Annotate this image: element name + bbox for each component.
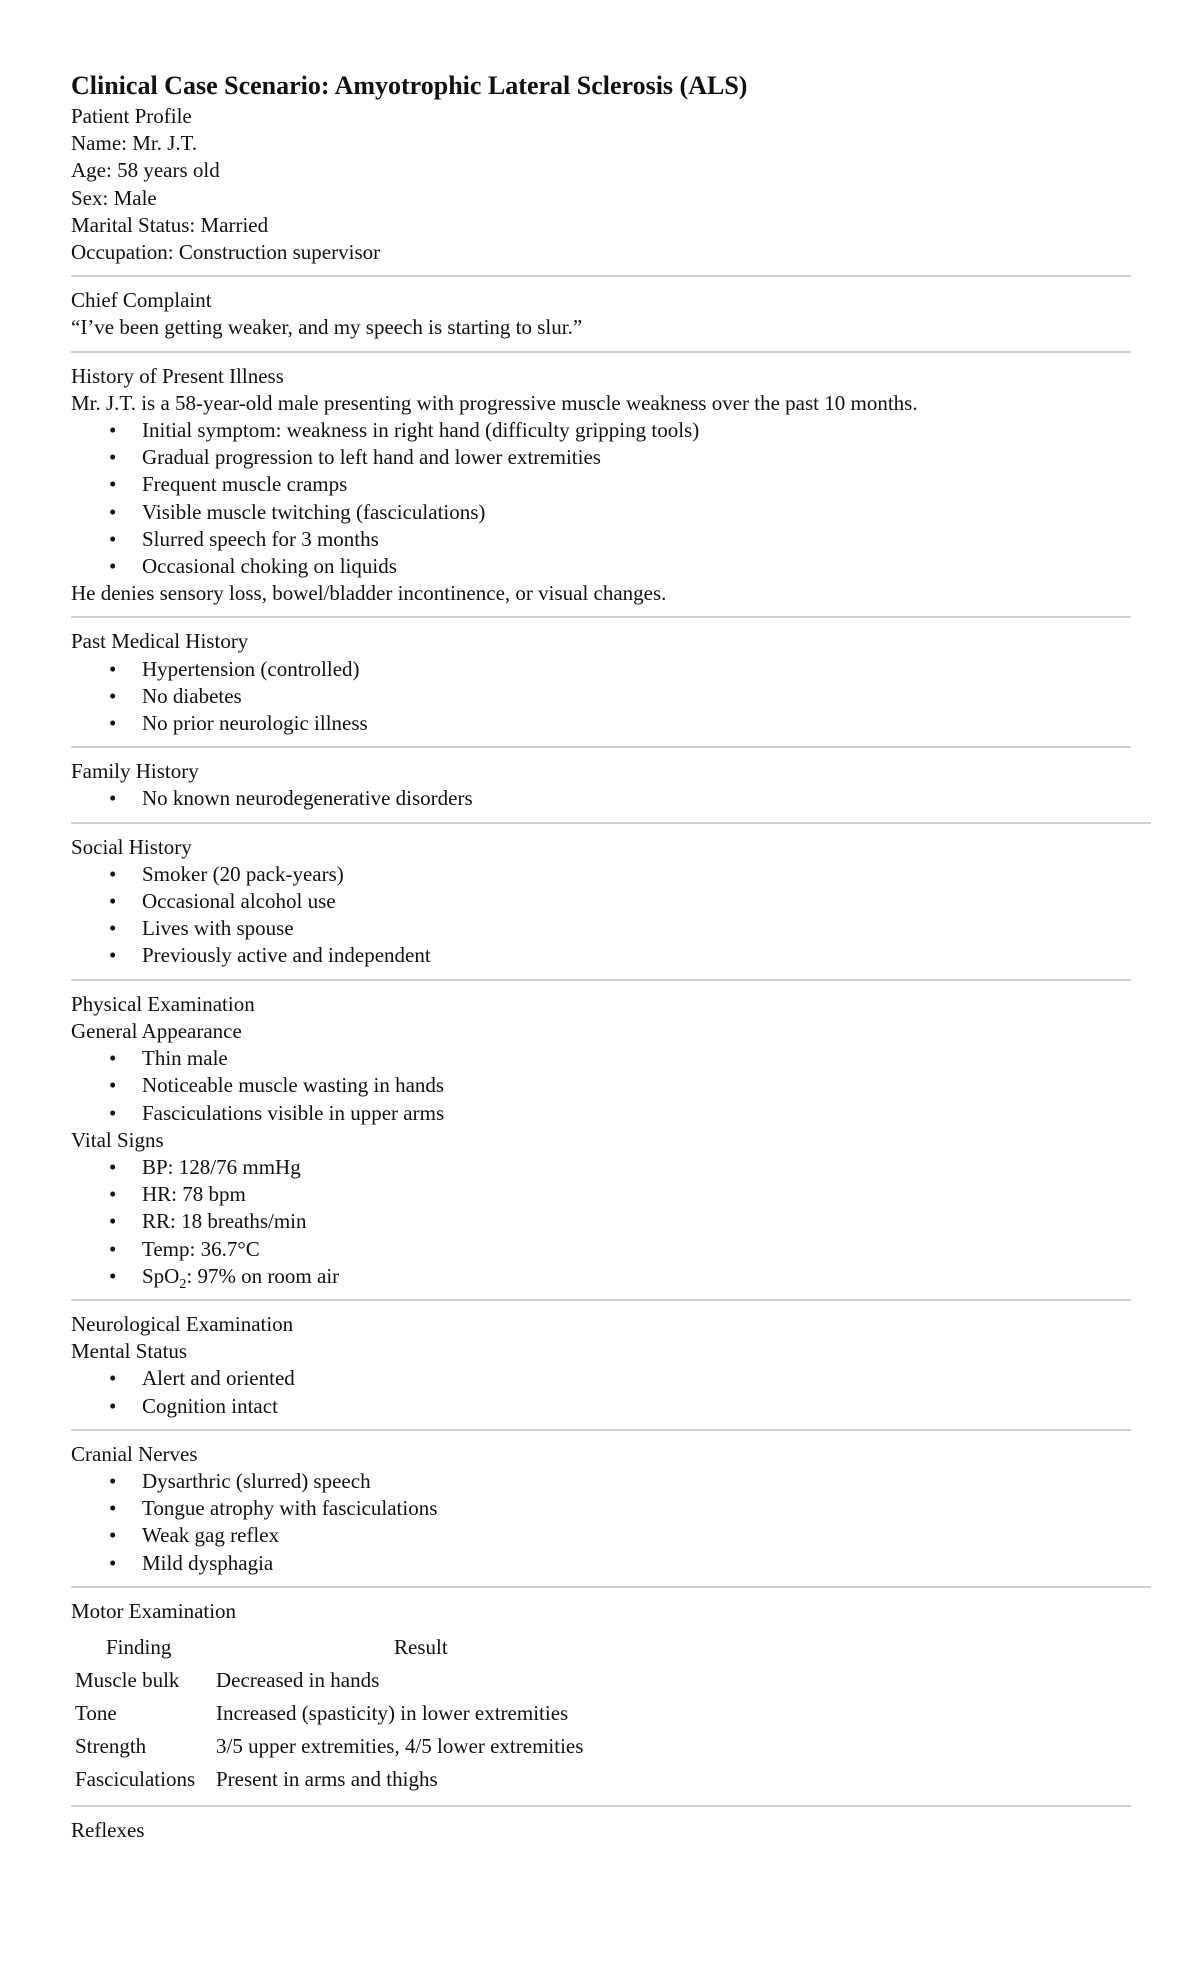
hpi-list [71,417,1131,580]
profile-age: Age: 58 years old [71,158,220,183]
table-row [75,1763,583,1796]
profile-marital-status: Marital Status: Married [71,212,269,237]
cell-result: Increased (spasticity) in lower extremities [216,1700,569,1725]
hpi-intro: Mr. J.T. is a 58-year-old male presenting with progressive muscle weakness over the past 10 months. [71,390,918,415]
pmh-heading: Past Medical History [71,629,249,654]
section-divider [71,275,1131,277]
section-divider [71,1299,1131,1301]
list-item: • Hypertension (controlled) [71,656,1131,683]
motor-exam-table [75,1631,583,1796]
section-divider [71,616,1131,618]
spo2-value: : 97% on room air [186,1263,340,1288]
section-divider [71,979,1131,981]
section-divider [71,822,1151,824]
physical-exam-heading: Physical Examination [71,991,255,1016]
spo2-prefix: SpO [142,1263,180,1288]
profile-name: Name: Mr. J.T. [71,131,198,156]
list-item: • Smoker (20 pack-years) [71,861,1131,888]
table-row [75,1730,583,1763]
list-item: • Previously active and independent [71,942,1131,969]
list-item: • Initial symptom: weakness in right hand (difficulty gripping tools) [71,417,1131,444]
document-page [71,70,1131,1844]
profile-occupation: Occupation: Construction supervisor [71,240,381,265]
section-divider [71,746,1131,748]
list-item: • Occasional alcohol use [71,888,1131,915]
list-item: • Slurred speech for 3 months [71,526,1131,553]
list-item-spo2 [71,1263,1131,1290]
section-divider [71,351,1131,353]
list-item: • Occasional choking on liquids [71,553,1131,580]
list-item: • Gradual progression to left hand and lower extremities [71,444,1131,471]
mental-status-heading: Mental Status [71,1339,188,1364]
neuro-exam-heading: Neurological Examination [71,1311,294,1336]
general-appearance-list [71,1045,1131,1127]
list-item: • Tongue atrophy with fasciculations [71,1495,1131,1522]
list-item: • Alert and oriented [71,1365,1131,1392]
list-item: • No diabetes [71,683,1131,710]
table-header-row [75,1631,583,1664]
table-row [75,1697,583,1730]
cranial-nerves-heading: Cranial Nerves [71,1441,198,1466]
cell-result: 3/5 upper extremities, 4/5 lower extremities [216,1733,584,1758]
hpi-outro: He denies sensory loss, bowel/bladder incontinence, or visual changes. [71,581,667,606]
family-history-list [71,785,1131,812]
profile-heading: Patient Profile [71,104,192,128]
cell-finding: Fasciculations [75,1766,196,1791]
column-header-result: Result [394,1634,448,1659]
list-item: • Mild dysphagia [71,1550,1131,1577]
reflexes-heading: Reflexes [71,1817,145,1842]
cell-finding: Strength [75,1733,147,1758]
list-item: • Dysarthric (slurred) speech [71,1468,1131,1495]
vital-signs-heading: Vital Signs [71,1127,164,1152]
list-item: • Noticeable muscle wasting in hands [71,1072,1131,1099]
social-history-heading: Social History [71,834,192,859]
general-appearance-heading: General Appearance [71,1018,242,1043]
cranial-nerves-list [71,1468,1131,1577]
hpi-heading: History of Present Illness [71,363,284,388]
list-item: • Weak gag reflex [71,1522,1131,1549]
cell-result: Present in arms and thighs [216,1766,438,1791]
page-title: Clinical Case Scenario: Amyotrophic Lateral Sclerosis (ALS) [71,71,748,100]
cell-finding: Tone [75,1700,117,1725]
pmh-list [71,656,1131,738]
family-history-heading: Family History [71,759,199,784]
section-divider [71,1586,1151,1588]
list-item: • BP: 128/76 mmHg [71,1154,1131,1181]
spo2-subscript: 2 [179,1276,187,1292]
list-item: • HR: 78 bpm [71,1181,1131,1208]
list-item: • Cognition intact [71,1393,1131,1420]
list-item: • Fasciculations visible in upper arms [71,1100,1131,1127]
list-item: • No known neurodegenerative disorders [71,785,1131,812]
profile-sex: Sex: Male [71,185,157,210]
list-item: • Visible muscle twitching (fasciculations) [71,499,1131,526]
vital-signs-list [71,1154,1131,1290]
table-row [75,1664,583,1697]
section-divider [71,1805,1131,1807]
cell-finding: Muscle bulk [75,1667,180,1692]
motor-exam-heading: Motor Examination [71,1598,237,1623]
mental-status-list [71,1365,1131,1419]
list-item: • Temp: 36.7°C [71,1236,1131,1263]
list-item: • Lives with spouse [71,915,1131,942]
list-item: • RR: 18 breaths/min [71,1208,1131,1235]
list-item: • No prior neurologic illness [71,710,1131,737]
list-item: • Frequent muscle cramps [71,471,1131,498]
list-item: • Thin male [71,1045,1131,1072]
cell-result: Decreased in hands [216,1667,380,1692]
section-divider [71,1429,1131,1431]
chief-complaint-text: “I’ve been getting weaker, and my speech is starting to slur.” [71,315,583,340]
social-history-list [71,861,1131,970]
column-header-finding: Finding [106,1634,172,1659]
chief-complaint-heading: Chief Complaint [71,288,212,313]
